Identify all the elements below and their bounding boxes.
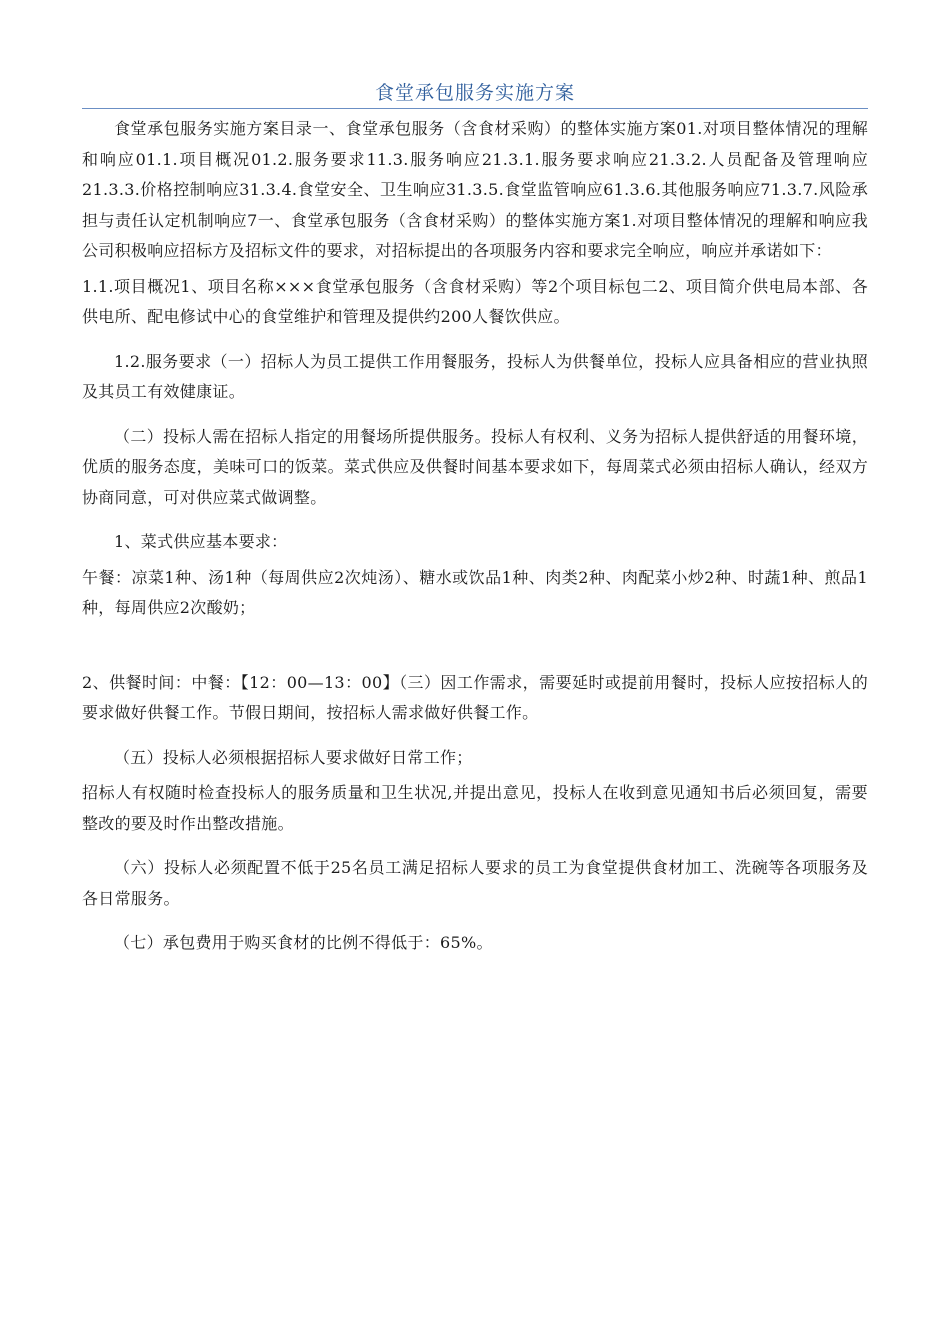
paragraph-requirement-7: （七）承包费用于购买食材的比例不得低于：65%。 bbox=[114, 933, 493, 952]
paragraph-meal-time: 2、供餐时间：中餐：【12：00—13：00】（三）因工作需求，需要延时或提前用餐时，投标人应按招标人的要求做好供餐工作。节假日期间，按招标人需求做好供餐工作。 bbox=[82, 672, 868, 722]
paragraph-project-overview: 1.1.项目概况1、项目名称×××食堂承包服务（含食材采购）等2个项目标包二2、项目简介供电局本部、各供电所、配电修试中心的食堂维护和管理及提供约200人餐饮供应。 bbox=[82, 276, 868, 326]
document-title: 食堂承包服务实施方案 bbox=[374, 82, 575, 104]
document-page bbox=[82, 78, 868, 959]
paragraph-requirement-2: （二）投标人需在招标人指定的用餐场所提供服务。投标人有权利、义务为招标人提供舒适的用餐环境，优质的服务态度，美味可口的饭菜。菜式供应及供餐时间基本要求如下，每周菜式必须由招标人确认，经双方协商同意，可对供应菜式做调整。 bbox=[82, 426, 868, 507]
paragraph-lunch-menu: 午餐：凉菜1种、汤1种（每周供应2次炖汤）、糖水或饮品1种、肉类2种、肉配菜小炒2种、时蔬1种、煎品1种，每周供应2次酸奶； bbox=[82, 567, 868, 617]
paragraph-menu-heading: 1、菜式供应基本要求： bbox=[114, 532, 288, 551]
paragraph-requirement-6: （六）投标人必须配置不低于25名员工满足招标人要求的员工为食堂提供食材加工、洗碗等各项服务及各日常服务。 bbox=[82, 858, 868, 908]
paragraph-service-requirements: 1.2.服务要求（一）招标人为员工提供工作用餐服务，投标人为供餐单位，投标人应具备相应的营业执照及其员工有效健康证。 bbox=[82, 351, 868, 401]
title-underline bbox=[82, 108, 868, 109]
paragraph-requirement-5: （五）投标人必须根据招标人要求做好日常工作； bbox=[114, 747, 473, 767]
paragraph-inspection: 招标人有权随时检查投标人的服务质量和卫生状况,并提出意见，投标人在收到意见通知书后必须回复，需要整改的要及时作出整改措施。 bbox=[82, 783, 868, 833]
paragraph-table-of-contents: 食堂承包服务实施方案目录一、食堂承包服务（含食材采购）的整体实施方案01.对项目整体情况的理解和响应01.1.项目概况01.2.服务要求11.3.服务响应21.3.1.服务要求响应21.3.2.人员配备及管理响应21.3.3.价格控制响应31.3.4.食堂安全、卫生响应31.3.5.食堂监管响应61.3.6.其他服务响应71.3.7.风险承担与责任认定机制响应7一、食堂承包服务（含食材采购）的整体实施方案1.对项目整体情况的理解和响应我公司积极响应招标方及招标文件的要求，对招标提出的各项服务内容和要求完全响应，响应并承诺如下： bbox=[82, 119, 868, 260]
